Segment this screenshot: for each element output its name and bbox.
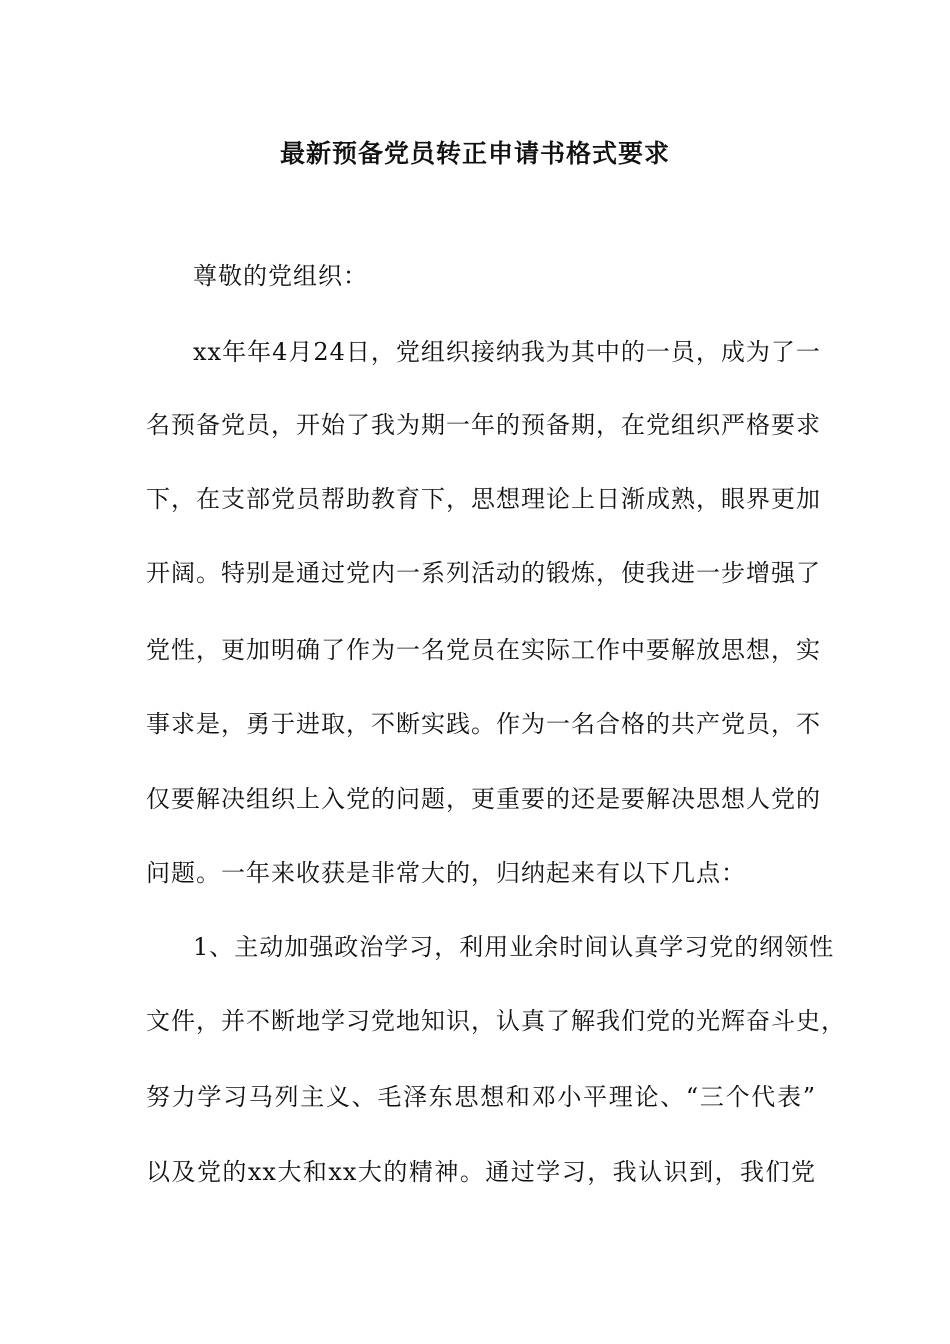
body-line: 名预备党员，开始了我为期一年的预备期，在党组织严格要求 <box>146 411 821 439</box>
body-line: 问题。一年来收获是非常大的，归纳起来有以下几点： <box>146 859 746 887</box>
body-line: 事求是，勇于进取，不断实践。作为一名合格的共产党员，不 <box>146 710 821 738</box>
body-line: xx年年4月24日，党组织接纳我为其中的一员，成为了一 <box>193 338 821 366</box>
document-title: 最新预备党员转正申请书格式要求 <box>279 139 670 168</box>
body-line: 仅要解决组织上入党的问题，更重要的还是要解决思想人党的 <box>146 785 821 813</box>
body-line: 文件，并不断地学习党地知识，认真了解我们党的光辉奋斗史， <box>146 1007 846 1035</box>
body-line: 1、主动加强政治学习，利用业余时间认真学习党的纲领性 <box>193 933 835 961</box>
salutation: 尊敬的党组织： <box>193 262 368 290</box>
body-line: 党性，更加明确了作为一名党员在实际工作中要解放思想，实 <box>146 636 821 664</box>
body-line: 开阔。特别是通过党内一系列活动的锻炼，使我进一步增强了 <box>146 559 821 587</box>
body-line: 以及党的xx大和xx大的精神。通过学习，我认识到，我们党 <box>146 1158 816 1186</box>
body-line: 下，在支部党员帮助教育下，思想理论上日渐成熟，眼界更加 <box>146 485 821 513</box>
body-line: 努力学习马列主义、毛泽东思想和邓小平理论、“三个代表” <box>146 1083 816 1111</box>
